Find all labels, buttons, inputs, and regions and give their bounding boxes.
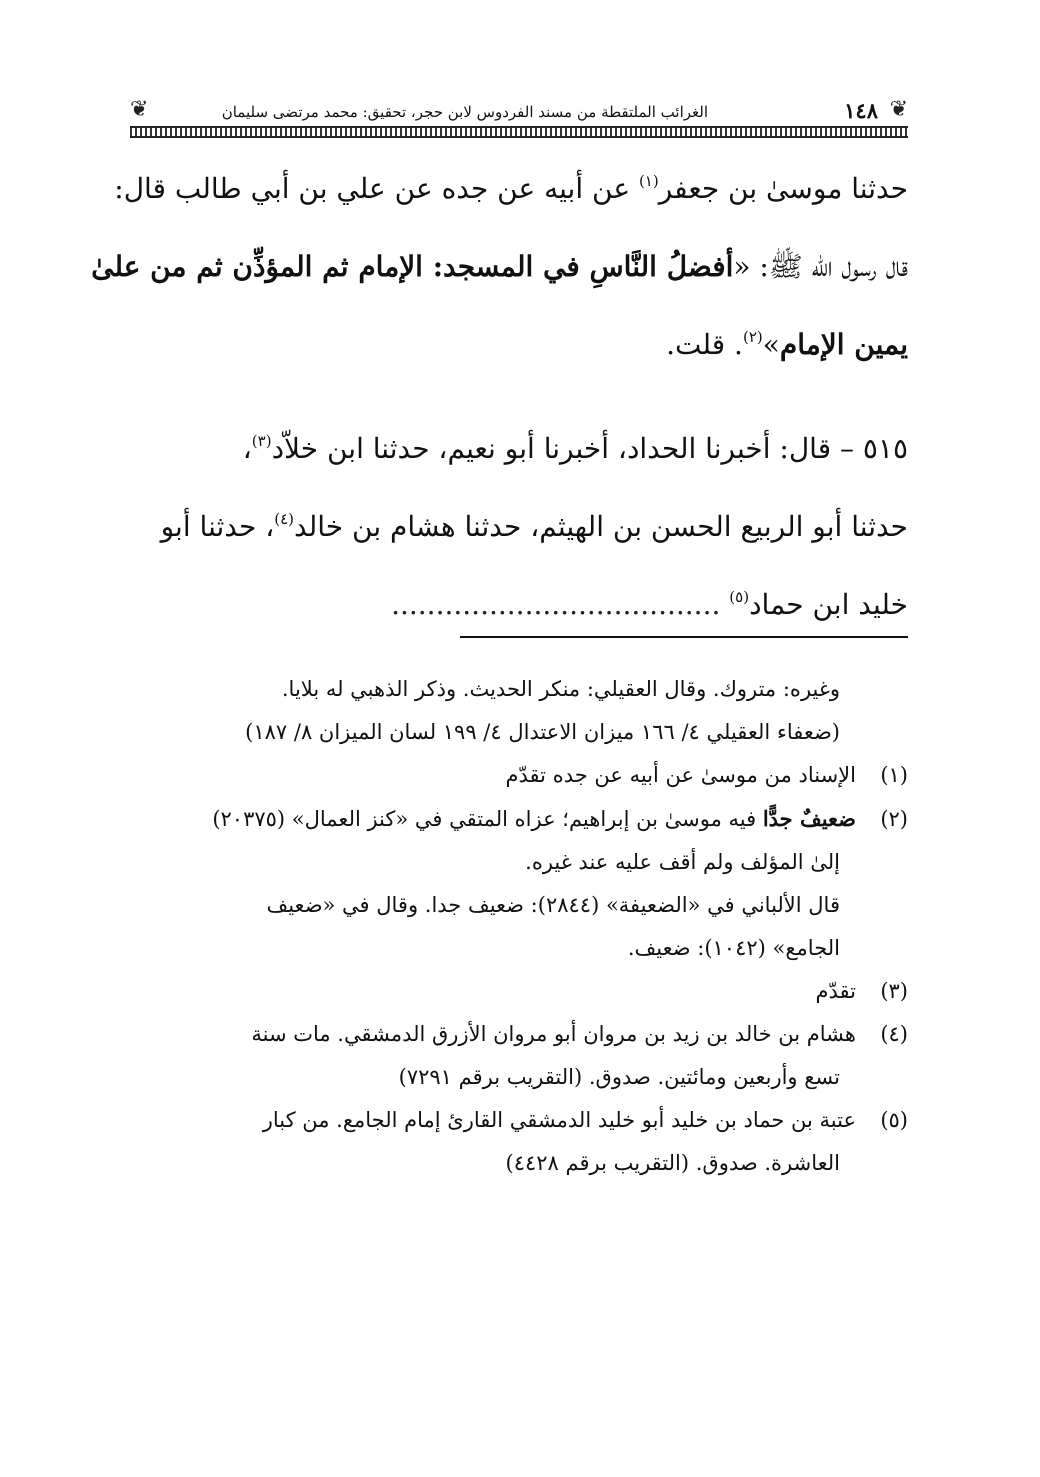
footnote-number: (٢)	[880, 807, 908, 831]
text-line: خليد ابن حماد$^{(٥)}$ .....................................	[391, 588, 908, 621]
footnote-ref: (١)	[638, 172, 659, 190]
footnote-ref: (٣)	[251, 432, 272, 450]
ornament-icon: ❦	[889, 97, 908, 122]
footnote-line: تسع وأربعين ومائتين. صدوق. (التقريب برقم ٧٢٩١)	[398, 1065, 840, 1089]
ornament-icon: ❦	[130, 97, 149, 122]
page-header	[130, 92, 908, 140]
footnote-line: إلىٰ المؤلف ولم أقف عليه عند غيره.	[525, 850, 840, 874]
hadith-text: يمين الإمام	[779, 328, 908, 361]
header-rule	[130, 126, 908, 138]
footnote-ref: (٢)	[742, 328, 763, 346]
footnote-line: الجامع» (١٠٤٢): ضعيف.	[627, 936, 840, 960]
footnote-1: (١)الإسناد من موسىٰ عن أبيه عن جده تقدّم	[132, 754, 908, 797]
text-line: ٥١٥ – قال: أخبرنا الحداد، أخبرنا أبو نعيم، حدثنا ابن خلاّد$^{(٣)}$،	[242, 432, 908, 465]
running-title: الغرائب الملتقطة من مسند الفردوس لابن حجر، تحقيق: محمد مرتضى سليمان	[221, 103, 708, 121]
main-text	[91, 150, 908, 644]
page-number: ١٤٨	[844, 98, 878, 123]
footnote-number: (٤)	[880, 1022, 908, 1046]
footnote-number: (٣)	[880, 979, 908, 1003]
footnote-line: العاشرة. صدوق. (التقريب برقم ٤٤٢٨)	[505, 1151, 840, 1175]
footnote-line: قال الألباني في «الضعيفة» (٢٨٤٤): ضعيف جدا. وقال في «ضعيف	[266, 893, 840, 917]
footnote-number: (١)	[880, 763, 908, 787]
footnote-5: (٥)عتبة بن حماد بن خليد أبو خليد الدمشقي القارئ إمام الجامع. من كبار	[132, 1099, 908, 1142]
text-line: حدثنا موسىٰ بن جعفر$^{(١)}$ عن أبيه عن جده عن علي بن أبي طالب قال:	[114, 172, 908, 205]
footnote-2: (٢)ضعيفٌ جدًّا فيه موسىٰ بن إبراهيم؛ عزاه المتقي في «كنز العمال» (٢٠٣٧٥)	[132, 797, 908, 841]
footnote-divider	[460, 636, 908, 638]
footnote-line: وغيره: متروك. وقال العقيلي: منكر الحديث. وذكر الذهبي له بلايا.	[281, 677, 840, 701]
hadith-text: أفضلُ النَّاسِ في المسجد: الإمام ثم المؤذِّن ثم من علىٰ	[91, 250, 734, 283]
continuation-dots: .....................................	[391, 588, 721, 621]
footnote-number: (٥)	[880, 1108, 908, 1132]
footnote-line: (ضعفاء العقيلي ٤/ ١٦٦ ميزان الاعتدال ٤/ ١٩٩ لسان الميزان ٨/ ١٨٧)	[245, 720, 840, 744]
footnote-3: (٣)تقدّم	[132, 970, 908, 1013]
footnote-4: (٤)هشام بن خالد بن زيد بن مروان أبو مروان الأزرق الدمشقي. مات سنة	[132, 1013, 908, 1056]
text-line: يمين الإمام»$^{(٢)}$. قلت.	[666, 328, 908, 361]
footnote-ref: (٥)	[729, 588, 750, 606]
text-line: حدثنا أبو الربيع الحسن بن الهيثم، حدثنا هشام بن خالد$^{(٤)}$، حدثنا أبو	[160, 510, 908, 543]
footnotes	[132, 668, 908, 1185]
footnote-ref: (٤)	[274, 510, 295, 528]
text-line: قال رسول الله ﷺ: «أفضلُ النَّاسِ في المسجد: الإمام ثم المؤذِّن ثم من علىٰ	[91, 250, 908, 283]
